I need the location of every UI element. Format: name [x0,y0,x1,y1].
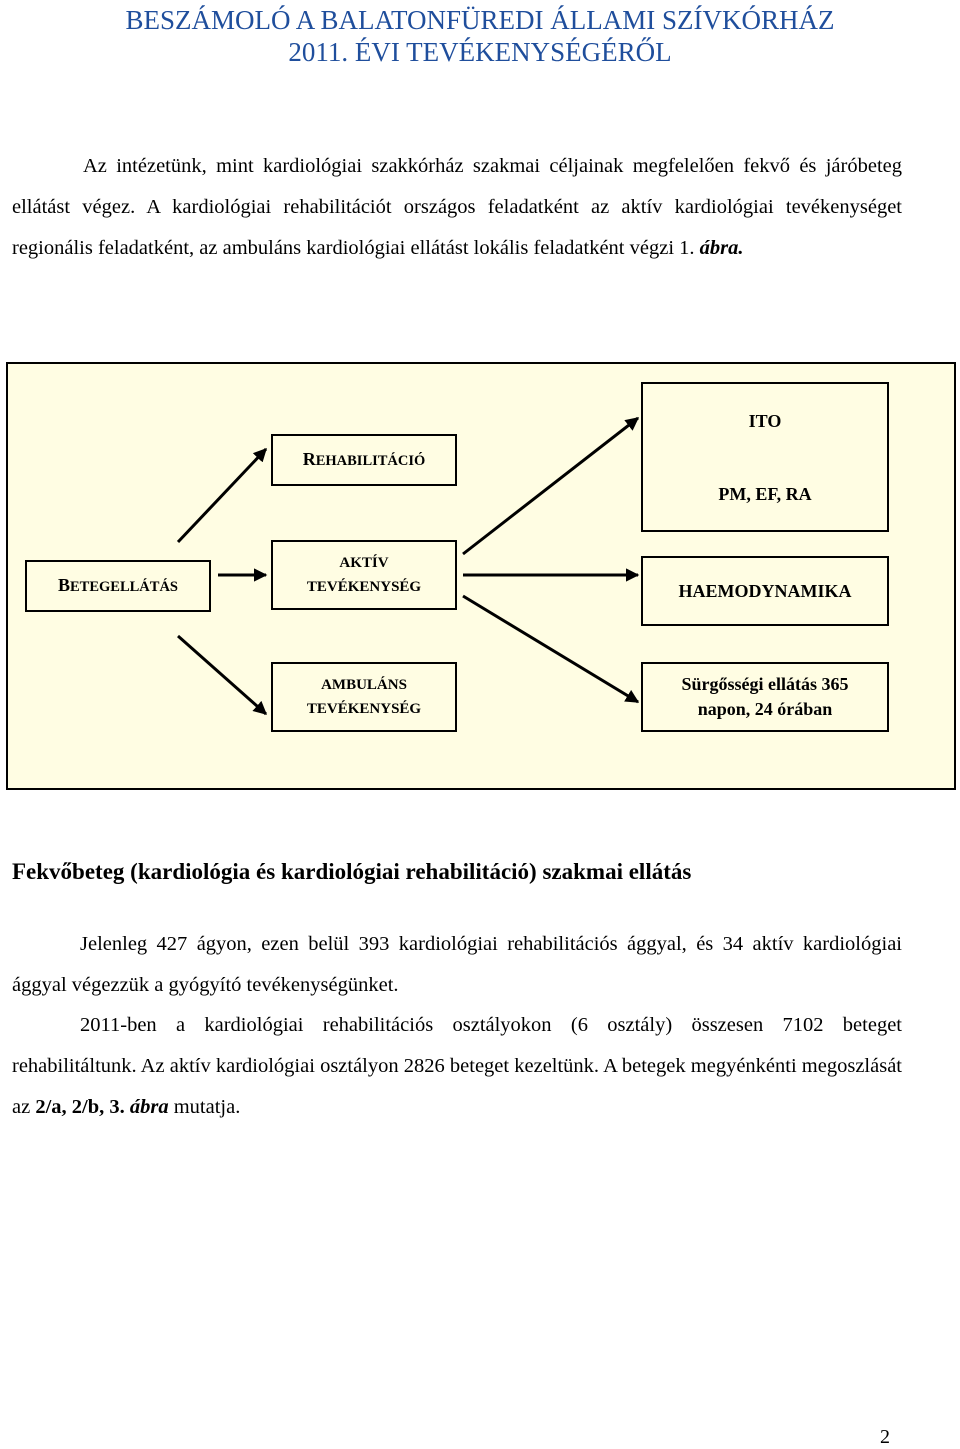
surgossegi-ellatas-box: Sürgősségi ellátás 365 napon, 24 órában [641,662,889,732]
document-title-line1: BESZÁMOLÓ A BALATONFÜREDI ÁLLAMI SZÍVKÓRHÁZ [125,5,835,35]
rehabilitacio-box: REHABILITÁCIÓ [271,434,457,486]
ito-box: ITO PM, EF, RA [641,382,889,532]
figure-ref: 2/a, 2/b, 3. ábra [35,1096,169,1118]
intro-emph: ábra. [699,237,744,259]
page-number: 2 [880,1426,890,1448]
document-title-line2: 2011. ÉVI TEVÉKENYSÉGÉRŐL [288,37,672,67]
arrow-aktiv-ito [463,418,638,554]
aktiv-tevekenyseg-box: AKTÍV TEVÉKENYSÉG [271,540,457,610]
paragraph-2: 2011-ben a kardiológiai rehabilitációs osztályokon (6 osztály) összesen 7102 beteget rehabilitáltunk. Az aktív kardiológiai osztályon 2826 beteget kezeltünk. A betegek megyénkénti megoszlását az 2/a, 2/b, 3. ábra mutatja. [12,1014,902,1118]
betegellatas-box: BETEGELLÁTÁS [25,560,211,612]
arrow-aktiv-surgossegi [463,596,638,702]
arrow-betegellatas-ambulans [178,636,266,714]
paragraph-1: Jelenleg 427 ágyon, ezen belül 393 kardiológiai rehabilitációs ággyal, és 34 aktív kardiológiai ággyal végezzük a gyógyító tevékenységünket. [12,933,902,996]
ambulans-tevekenyseg-box: AMBULÁNS TEVÉKENYSÉG [271,662,457,732]
haemodynamika-box: HAEMODYNAMIKA [641,556,889,626]
intro-text: Az intézetünk, mint kardiológiai szakkórház szakmai céljainak megfelelően fekvő és járóbeteg ellátást végez. A kardiológiai rehabilitációt országos feladatként az aktív kardiológiai tevékenységet regionális feladatként, az ambuláns kardiológiai ellátást lokális feladatként végzi 1. [12,155,902,259]
intro-paragraph [12,146,902,269]
arrow-betegellatas-rehabilitacio [178,449,266,542]
organization-diagram [6,362,956,790]
section-heading: Fekvőbeteg (kardiológia és kardiológiai rehabilitáció) szakmai ellátás [12,859,692,884]
